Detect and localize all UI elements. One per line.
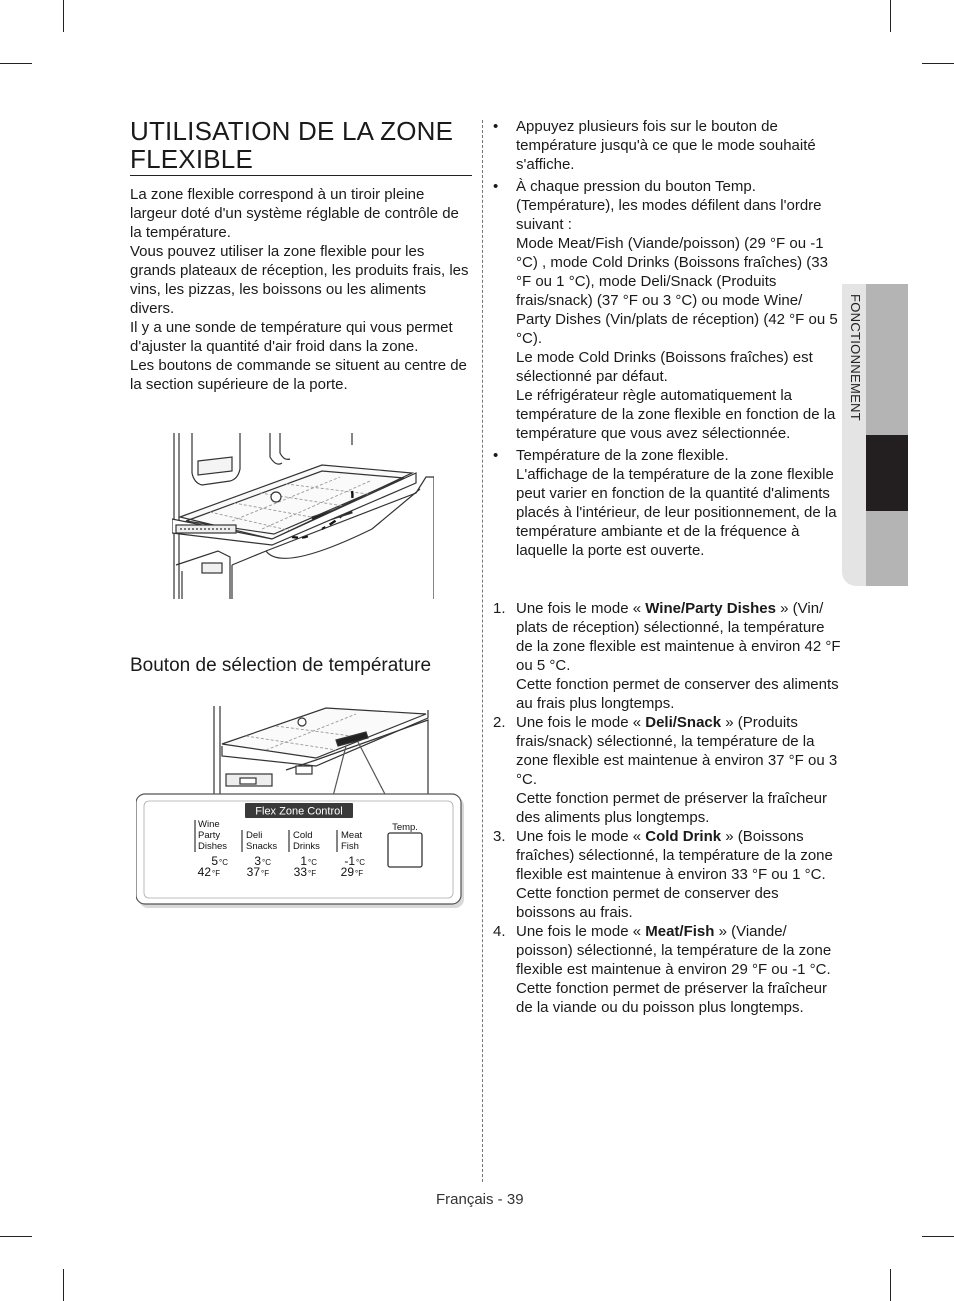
celsius-unit: °C [219, 858, 228, 867]
crop-mark [922, 1236, 954, 1237]
item-text [516, 713, 841, 789]
side-tab-bar [866, 284, 908, 435]
celsius-number: 5 [211, 854, 218, 868]
item-text-post: » (Produits frais/snack) sélectionné, la température de la zone flexible est maintenue à environ 37 °F ou 3 °C. [516, 714, 838, 788]
left-column [130, 117, 472, 394]
crop-mark [890, 0, 891, 32]
flex-drawer-illustration [172, 433, 434, 601]
fahrenheit-value: 42 [197, 865, 211, 879]
section-side-tab [842, 284, 908, 586]
bullet-marker: • [493, 118, 499, 135]
item-number: 4. [493, 923, 506, 940]
item-text-pre: Une fois le mode « [516, 600, 646, 617]
mode-label: Snacks [246, 841, 278, 852]
crop-mark [0, 63, 32, 64]
bullet-text: Mode Meat/Fish (Viande/poisson) (29 °F ou -1 °C) , mode Cold Drinks (Boissons fraîches) (33 °F ou 1 °C), mode Deli/Snack (Produits frais/snack) (37 °F ou 3 °C) ou mode Wine/ Party Dishes (Vin/plats de réception) (42 °F ou 5 °C). [516, 235, 838, 347]
crop-mark [922, 63, 954, 64]
temp-button[interactable] [388, 833, 422, 867]
mode-label: Drinks [293, 841, 320, 852]
celsius-number: 1 [300, 854, 307, 868]
list-item [493, 827, 841, 922]
page-footer: Français - 39 [436, 1191, 524, 1208]
item-note: Cette fonction permet de conserver des aliments au frais plus longtemps. [516, 676, 839, 712]
celsius-value [211, 854, 218, 868]
celsius-unit: °C [262, 858, 271, 867]
mode-label: Deli [246, 830, 263, 841]
side-tab-active-bar [866, 435, 908, 511]
numbered-list [493, 599, 841, 1017]
intro-paragraph: Les boutons de commande se situent au centre de la section supérieure de la porte. [130, 357, 467, 393]
item-text-pre: Une fois le mode « [516, 828, 646, 845]
item-note: Cette fonction permet de préserver la fraîcheur de la viande ou du poisson plus longtemps. [516, 980, 827, 1016]
mode-label: Cold [293, 830, 313, 841]
fahrenheit-unit: °F [261, 869, 270, 878]
panel-header: Flex Zone Control [255, 805, 343, 818]
fahrenheit-value: 29 [340, 865, 354, 879]
mode-label: Dishes [198, 841, 228, 852]
intro-paragraph: Il y a une sonde de température qui vous permet d'ajuster la quantité d'air froid dans la zone. [130, 319, 453, 355]
list-item [493, 177, 841, 443]
bullet-text: Le mode Cold Drinks (Boissons fraîches) est sélectionné par défaut. [516, 349, 813, 385]
celsius-number: 3 [254, 854, 261, 868]
temperature-panel-illustration [136, 706, 466, 910]
celsius-number: -1 [344, 854, 355, 868]
mode-label: Meat [341, 830, 363, 841]
bullet-list [493, 117, 841, 560]
right-column [493, 117, 841, 563]
list-item [493, 922, 841, 1017]
mode-label: Fish [341, 841, 359, 852]
bullet-marker: • [493, 447, 499, 464]
item-number: 1. [493, 600, 506, 617]
temp-button-label: Temp. [392, 822, 418, 833]
fahrenheit-value: 33 [293, 865, 307, 879]
celsius-unit: °C [356, 858, 365, 867]
list-item [493, 713, 841, 827]
item-number: 2. [493, 714, 506, 731]
intro-text [130, 185, 472, 394]
mode-name: Deli/Snack [645, 714, 722, 731]
bullet-text: Appuyez plusieurs fois sur le bouton de température jusqu'à ce que le mode souhaité s'affiche. [516, 118, 816, 173]
item-text-post: » (Boissons fraîches) sélectionné, la température de la zone flexible est maintenue à environ 33 °F ou 1 °C. [516, 828, 833, 883]
item-text-post: » (Viande/ poisson) sélectionné, la température de la zone flexible est maintenue à environ 29 °F ou -1 °C. [516, 923, 832, 978]
mode-name: Wine/Party Dishes [645, 600, 776, 617]
item-text-pre: Une fois le mode « [516, 714, 646, 731]
item-number: 3. [493, 828, 506, 845]
list-item [493, 117, 841, 174]
bullet-text: Le réfrigérateur règle automatiquement la température de la zone flexible en fonction de la température que vous avez sélectionnée. [516, 387, 836, 442]
crop-mark [63, 1269, 64, 1301]
fahrenheit-unit: °F [212, 869, 221, 878]
item-text [516, 922, 841, 979]
section-subheading: Bouton de sélection de température [130, 655, 432, 676]
item-text [516, 599, 841, 675]
crop-mark [0, 1236, 32, 1237]
item-note: Cette fonction permet de conserver des boissons au frais. [516, 885, 779, 921]
bullet-marker: • [493, 178, 499, 195]
mode-label: Wine [198, 819, 220, 830]
crop-mark [890, 1269, 891, 1301]
item-text [516, 827, 841, 884]
list-item [493, 446, 841, 560]
side-tab-bar [866, 511, 908, 586]
mode-label: Party [198, 830, 221, 841]
intro-paragraph: Vous pouvez utiliser la zone flexible pour les grands plateaux de réception, les produits frais, les vins, les pizzas, les boissons ou les aliments divers. [130, 243, 469, 317]
item-note: Cette fonction permet de préserver la fraîcheur des aliments plus longtemps. [516, 790, 827, 826]
crop-mark [63, 0, 64, 32]
item-text-pre: Une fois le mode « [516, 923, 646, 940]
bullet-text: L'affichage de la température de la zone flexible peut varier en fonction de la quantité d'aliments placés à l'intérieur, de leur positionnement, de la température ambiante et de la fréquence à laquelle la porte est ouverte. [516, 466, 837, 559]
celsius-unit: °C [308, 858, 317, 867]
fahrenheit-value: 37 [246, 865, 260, 879]
fahrenheit-unit: °F [308, 869, 317, 878]
mode-name: Meat/Fish [645, 923, 715, 940]
side-tab-label: FONCTIONNEMENT [848, 294, 863, 421]
list-item [493, 599, 841, 713]
fahrenheit-unit: °F [355, 869, 364, 878]
bullet-text: À chaque pression du bouton Temp. (Température), les modes défilent dans l'ordre suivant : [516, 178, 822, 233]
item-text-post: » (Vin/ plats de réception) sélectionné, la température de la zone flexible est maintenue à environ 42 °F ou 5 °C. [516, 600, 841, 674]
intro-paragraph: La zone flexible correspond à un tiroir pleine largeur doté d'un système réglable de contrôle de la température. [130, 186, 459, 241]
bullet-text: Température de la zone flexible. [516, 447, 729, 464]
column-divider [482, 120, 483, 1182]
page-title: UTILISATION DE LA ZONE FLEXIBLE [130, 117, 472, 176]
mode-name: Cold Drink [645, 828, 722, 845]
